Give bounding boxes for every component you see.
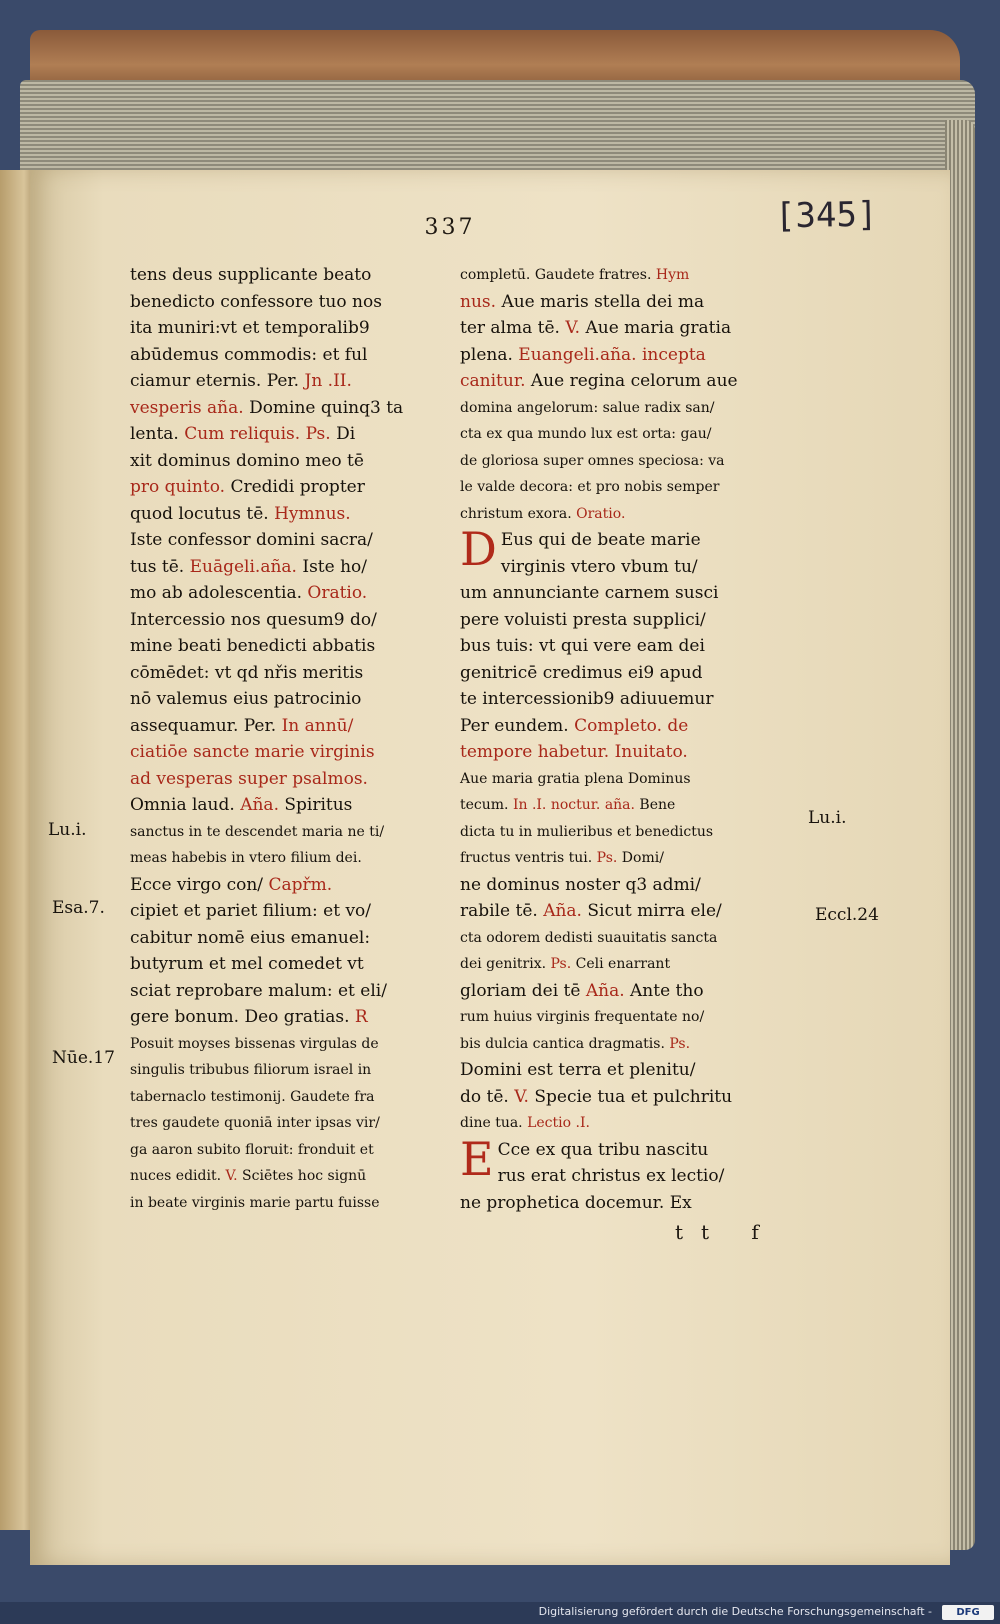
text-line — [460, 872, 805, 899]
line-text: de gloriosa super omnes speciosa: va — [460, 452, 725, 469]
text-line — [460, 262, 805, 289]
text-line — [460, 1163, 805, 1190]
rubric-text: Hymnus. — [274, 503, 351, 524]
line-text: nus. — [460, 291, 502, 312]
line-text: dine tua. — [460, 1115, 528, 1131]
text-line — [460, 951, 805, 978]
line-text: ne prophetica docemur. Ex — [460, 1192, 692, 1213]
text-line — [460, 978, 805, 1005]
text-line — [130, 1190, 455, 1217]
line-text: butyrum et mel comedet vt — [130, 954, 364, 974]
signature-mark: tt f — [675, 1220, 777, 1244]
text-line — [130, 368, 455, 395]
line-text: te intercessionib9 adiuuemur — [460, 689, 714, 709]
rubric-text: Ps. — [596, 850, 618, 866]
line-text: cōmēdet: vt qd nřis meritis — [130, 662, 364, 683]
line-text: cta odorem dedisti suauitatis sancta — [460, 929, 718, 946]
line-text: Posuit moyses bissenas virgulas de — [130, 1035, 379, 1052]
text-line — [130, 1084, 455, 1111]
text-line — [460, 289, 805, 316]
line-text: Iste confessor domini sacra/ — [130, 530, 373, 550]
text-line — [460, 1031, 805, 1058]
line-text: vesperis aña. — [130, 397, 250, 418]
rubric-text: V. — [514, 1086, 529, 1107]
line-text: gere bonum. Deo gratias. — [130, 1007, 355, 1027]
rubric-text: Aña. — [585, 980, 625, 1001]
line-text: gloriam dei tē — [460, 980, 586, 1001]
text-line — [460, 1190, 805, 1217]
text-line — [130, 395, 455, 422]
text-line — [130, 1110, 455, 1137]
line-text: sciat reprobare malum: et eli/ — [130, 980, 387, 1001]
archive-page-number: [345] — [774, 194, 878, 237]
line-text: tres gaudete quoniā inter ipsas vir/ — [130, 1115, 380, 1131]
text-line — [130, 1031, 455, 1058]
rubric-text: V. — [565, 318, 581, 338]
line-text-tail: Iste ho/ — [296, 556, 368, 577]
line-text: ne dominus noster q3 admi/ — [460, 874, 701, 895]
text-line — [130, 951, 455, 978]
text-line — [130, 819, 455, 846]
line-text: ciamur eternis. Per. — [130, 371, 305, 391]
line-text-tail: Sicut mirra ele/ — [581, 901, 722, 921]
line-text: singulis tribubus filiorum israel in — [130, 1062, 372, 1078]
line-text: bus tuis: vt qui vere eam dei — [460, 636, 705, 656]
line-text-tail: Ante tho — [624, 980, 704, 1001]
page-edges-top — [20, 80, 975, 180]
rubric-text: V. — [225, 1168, 238, 1184]
text-line — [460, 580, 805, 607]
line-text: Aue maria gratia plena Dominus — [460, 770, 691, 787]
line-text: domina angelorum: salue radix san/ — [460, 399, 715, 416]
line-text: meas habebis in vtero filium dei. — [130, 850, 362, 866]
line-text: mine beati benedicti abbatis — [130, 636, 376, 656]
line-text-tail: Domi/ — [617, 850, 664, 866]
line-text: le valde decora: et pro nobis semper — [460, 479, 720, 495]
margin-note-numbers: Nūe.17 — [52, 1048, 115, 1068]
line-text: ga aaron subito floruit: fronduit et — [130, 1141, 374, 1158]
line-text-tail: Sciētes hoc signū — [237, 1168, 367, 1184]
text-line — [460, 421, 805, 448]
line-text-tail: Aue regina celorum aue — [530, 371, 738, 391]
rubric-text: Hym — [655, 267, 690, 283]
line-text: tens deus supplicante beato — [130, 265, 372, 285]
text-line — [460, 898, 805, 925]
rubric-text: Lectio .I. — [527, 1115, 590, 1131]
line-text-tail: Spiritus — [278, 795, 353, 815]
rubric-text: Capřm. — [268, 874, 333, 895]
text-line — [130, 421, 455, 448]
line-text: tus tē. — [130, 556, 190, 577]
text-line — [130, 527, 455, 554]
rubric-text: Euāgeli.aña. — [189, 556, 297, 577]
line-text: cabitur nomē eius emanuel: — [130, 927, 371, 948]
line-text-tail: Domine quinq3 ta — [249, 397, 404, 418]
line-text: sanctus in te descendet maria ne ti/ — [130, 823, 385, 840]
dfg-logo: DFG — [942, 1605, 994, 1620]
text-line — [130, 766, 455, 793]
line-text: bis dulcia cantica dragmatis. — [460, 1035, 670, 1052]
line-text: dei genitrix. — [460, 956, 551, 972]
line-text: ter alma tē. — [460, 318, 566, 338]
text-line — [130, 898, 455, 925]
line-text-tail: Bene — [634, 797, 676, 813]
rubric-text: Aña. — [543, 901, 582, 921]
rubric-text: Jn .II. — [304, 371, 352, 391]
line-text: ita muniri:vt et temporalib9 — [130, 318, 370, 338]
line-text: Domini est terra et plenitu/ — [460, 1060, 696, 1080]
rubric-text: Euangeli.aña. incepta — [518, 344, 706, 365]
text-line — [460, 1110, 805, 1137]
line-text: virginis vtero vbum tu/ — [500, 556, 698, 577]
text-column-right — [460, 262, 805, 1216]
line-text: cipiet et pariet filium: et vo/ — [130, 901, 372, 921]
text-line — [130, 580, 455, 607]
margin-note-ecclesiasticus: Eccl.24 — [815, 905, 879, 925]
text-line — [130, 633, 455, 660]
line-text: rabile tē. — [460, 901, 544, 921]
line-text-tail: Specie tua et pulchritu — [528, 1086, 733, 1107]
text-line — [130, 845, 455, 872]
margin-note-luke: Lu.i. — [48, 820, 87, 840]
rubric-text: Cum reliquis. Ps. — [184, 424, 331, 444]
line-text: lenta. — [130, 424, 185, 444]
line-text: tabernaclo testimonij. Gaudete fra — [130, 1088, 375, 1105]
text-line — [130, 289, 455, 316]
text-line — [460, 633, 805, 660]
page-number: 337 — [424, 215, 476, 240]
rubric-text: Ps. — [669, 1035, 691, 1052]
text-line — [130, 792, 455, 819]
line-text: do tē. — [460, 1086, 515, 1107]
line-text: genitricē credimus ei9 apud — [460, 662, 703, 683]
drop-cap-initial: D — [460, 522, 497, 576]
line-text: nuces edidit. — [130, 1168, 226, 1184]
text-line — [130, 607, 455, 634]
text-line — [460, 368, 805, 395]
line-text: christum exora. — [460, 505, 577, 522]
line-text: dicta tu in mulieribus et benedictus — [460, 823, 714, 840]
text-line — [460, 474, 805, 501]
text-line — [130, 501, 455, 528]
line-text: Omnia laud. — [130, 795, 241, 815]
line-text: fructus ventris tui. — [460, 850, 597, 866]
text-line — [460, 792, 805, 819]
text-line — [130, 1057, 455, 1084]
text-line — [460, 607, 805, 634]
rubric-text: Ps. — [550, 956, 572, 972]
line-text: pere voluisti presta supplici/ — [460, 609, 706, 630]
text-line — [130, 1004, 455, 1031]
text-line — [130, 686, 455, 713]
text-line — [130, 474, 455, 501]
line-text: ciatiōe sancte marie virginis — [130, 742, 375, 762]
line-text: nō valemus eius patrocinio — [130, 689, 362, 709]
rubric-text: In .I. noctur. aña. — [512, 797, 635, 813]
text-column-left — [130, 262, 455, 1216]
text-line — [460, 713, 805, 740]
line-text: Per eundem. — [460, 715, 575, 736]
rubric-text: Completo. de — [574, 715, 689, 736]
line-text: cta ex qua mundo lux est orta: gau/ — [460, 426, 712, 442]
line-text: mo ab adolescentia. — [130, 583, 308, 603]
text-line — [460, 554, 805, 581]
footer-bar — [0, 1602, 1000, 1624]
line-text: pro quinto. — [130, 477, 231, 497]
rubric-text: Oratio. — [576, 505, 626, 522]
drop-cap-initial: E — [460, 1131, 494, 1186]
text-line — [460, 686, 805, 713]
text-line — [130, 739, 455, 766]
text-line — [130, 925, 455, 952]
line-text: rus erat christus ex lectio/ — [497, 1166, 725, 1186]
line-text-tail: Celi enarrant — [571, 956, 671, 972]
text-line — [460, 315, 805, 342]
text-line — [460, 739, 805, 766]
text-line — [460, 925, 805, 952]
line-text-tail: Aue maris stella dei ma — [501, 291, 705, 312]
text-line — [460, 845, 805, 872]
text-line — [460, 395, 805, 422]
text-line — [460, 1057, 805, 1084]
text-line — [130, 315, 455, 342]
text-line — [130, 872, 455, 899]
line-text: ad vesperas super psalmos. — [130, 768, 368, 789]
line-text: um annunciante carnem susci — [460, 583, 719, 603]
rubric-text: In annū/ — [281, 715, 354, 736]
text-line — [130, 1163, 455, 1190]
line-text-tail: Credidi propter — [230, 477, 365, 497]
rubric-text: Aña. — [240, 795, 279, 815]
line-text: in beate virginis marie partu fuisse — [130, 1194, 380, 1211]
line-text: Cce ex qua tribu nascitu — [497, 1139, 709, 1160]
line-text-tail: Di — [330, 424, 356, 444]
line-text-tail: Aue maria gratia — [580, 318, 732, 338]
text-line — [130, 660, 455, 687]
text-line — [460, 660, 805, 687]
text-line — [130, 262, 455, 289]
line-text: Eus qui de beate marie — [500, 530, 701, 550]
text-line — [460, 766, 805, 793]
line-text: tempore habetur. Inuitato. — [460, 742, 688, 762]
text-line — [460, 1084, 805, 1111]
line-text: rum huius virginis frequentate no/ — [460, 1009, 705, 1025]
text-line — [460, 819, 805, 846]
line-text: assequamur. Per. — [130, 715, 282, 736]
line-text: canitur. — [460, 371, 531, 391]
line-text: abūdemus commodis: et ful — [130, 344, 368, 365]
text-line — [130, 342, 455, 369]
line-text: tecum. — [460, 797, 513, 813]
text-line — [130, 713, 455, 740]
text-line — [130, 554, 455, 581]
line-text: Intercessio nos quesum9 do/ — [130, 609, 377, 630]
text-line — [130, 978, 455, 1005]
text-line — [460, 448, 805, 475]
line-text: xit dominus domino meo tē — [130, 450, 364, 471]
text-line — [460, 342, 805, 369]
footer-credit: Digitalisierung gefördert durch die Deutsche Forschungsgemeinschaft - — [538, 1605, 932, 1618]
text-line — [130, 1137, 455, 1164]
line-text: completū. Gaudete fratres. — [460, 267, 656, 283]
line-text: quod locutus tē. — [130, 503, 275, 524]
text-line — [460, 1004, 805, 1031]
rubric-text: R — [354, 1007, 368, 1027]
text-line — [460, 501, 805, 528]
line-text: plena. — [460, 344, 519, 365]
margin-note-isaiah: Esa.7. — [52, 898, 105, 918]
line-text: benedicto confessore tuo nos — [130, 291, 382, 312]
text-line — [130, 448, 455, 475]
margin-note-luke-right: Lu.i. — [808, 808, 847, 828]
line-text: Ecce virgo con/ — [130, 874, 269, 895]
rubric-text: Oratio. — [307, 583, 368, 603]
